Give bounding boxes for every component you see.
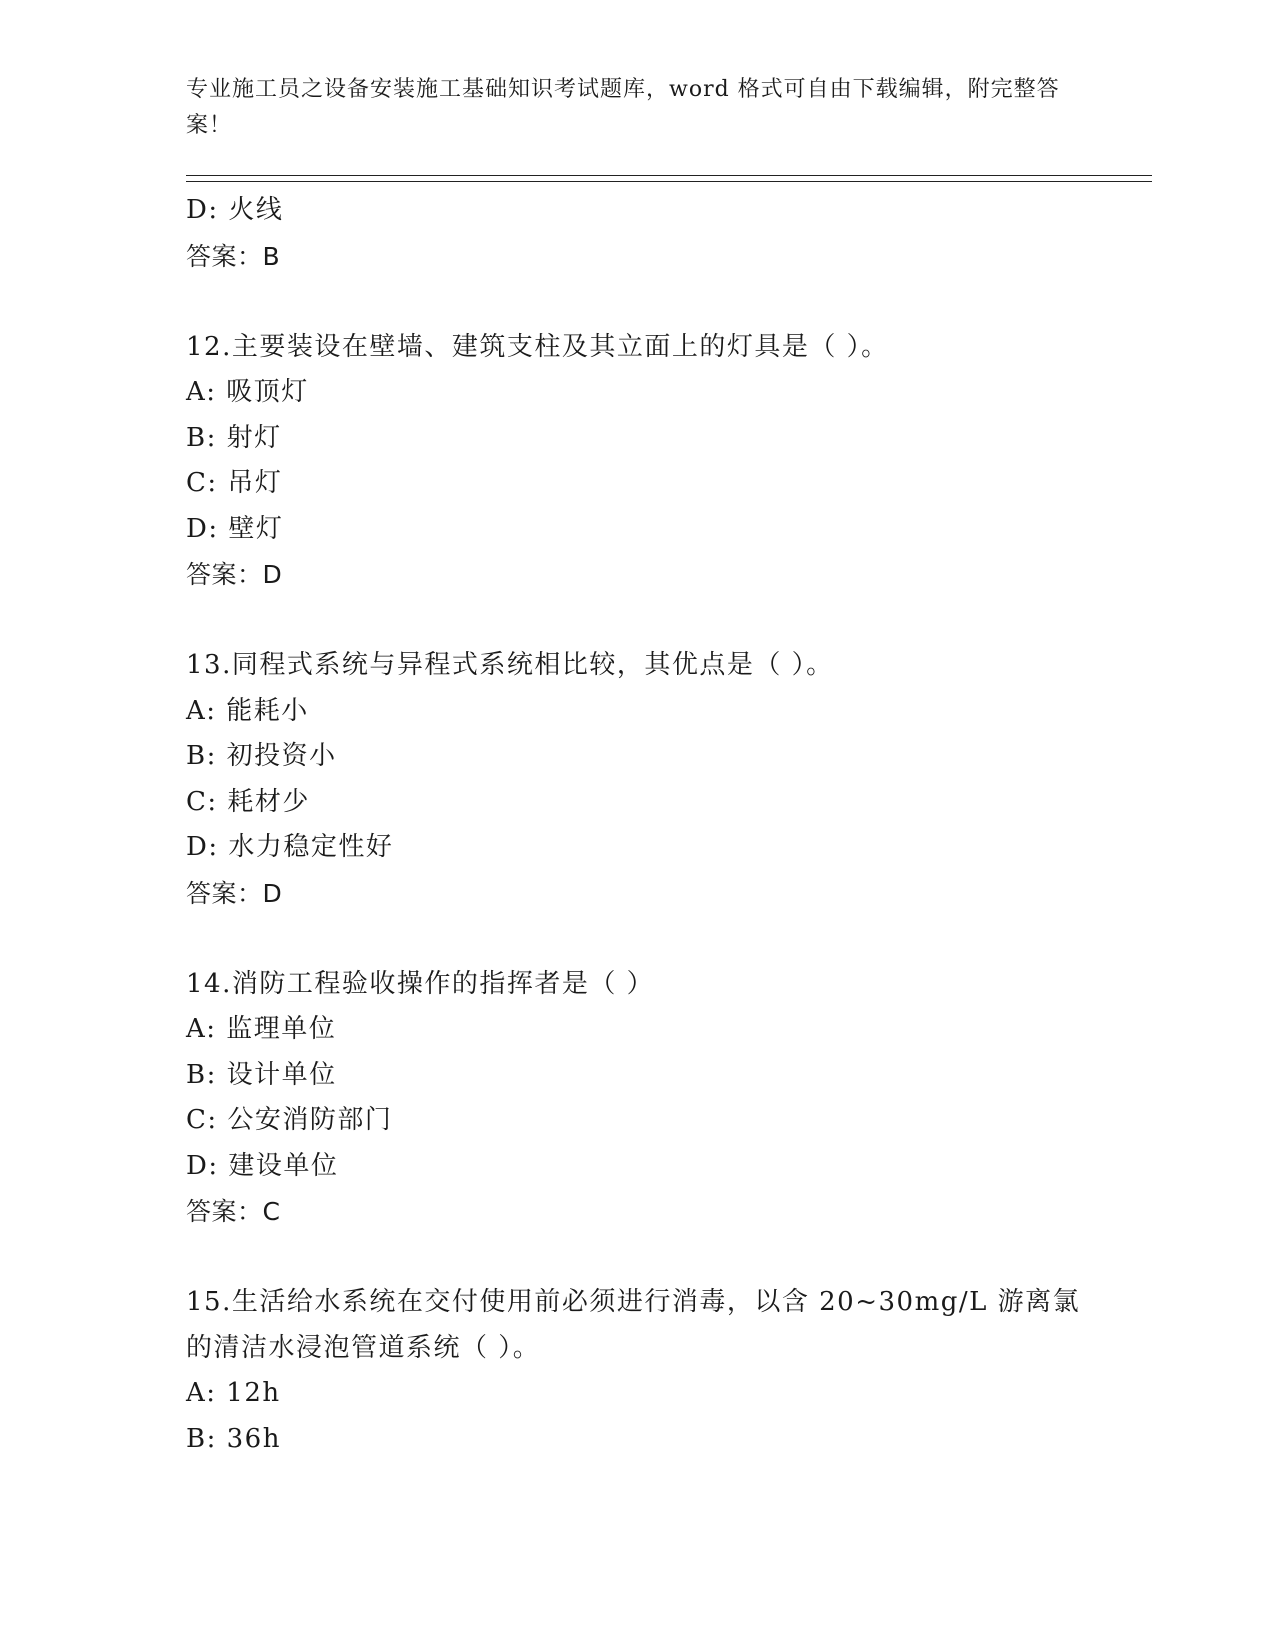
- option-c: C: 吊灯: [186, 468, 283, 498]
- spacer: [186, 916, 1086, 962]
- question-15: [186, 1280, 1086, 1462]
- option-d: D: 建设单位: [186, 1150, 339, 1181]
- question-stem: 14.消防工程验收操作的指挥者是（ ）: [186, 968, 655, 999]
- spacer: [186, 279, 1086, 325]
- question-list: [186, 188, 1086, 1462]
- option-d: D: 壁灯: [186, 513, 284, 544]
- option-b: B: 36h: [186, 1423, 281, 1454]
- answer-line: 答案：D: [186, 878, 283, 908]
- option-c: C: 耗材少: [186, 786, 310, 817]
- option-b: B: 射灯: [186, 422, 282, 453]
- option-d: D: 火线: [186, 195, 284, 225]
- answer-line: 答案：C: [186, 1197, 281, 1226]
- spacer: [186, 598, 1086, 644]
- question-stem-line-1: 15.生活给水系统在交付使用前必须进行消毒，以含 20~30mg/L 游离氯: [186, 1287, 1081, 1317]
- option-a: A: 监理单位: [186, 1014, 337, 1044]
- question-stem: 13.同程式系统与异程式系统相比较，其优点是（ ）。: [186, 650, 834, 680]
- question-13: [186, 643, 1086, 916]
- question-stem: 12.主要装设在壁墙、建筑支柱及其立面上的灯具是（ ）。: [186, 331, 889, 362]
- spacer: [186, 1235, 1086, 1281]
- header-divider-bottom: [186, 181, 1152, 182]
- option-b: B: 初投资小: [186, 741, 337, 771]
- option-b: B: 设计单位: [186, 1059, 337, 1090]
- option-a: A: 能耗小: [186, 695, 309, 726]
- question-12: [186, 325, 1086, 598]
- option-a: A: 12h: [186, 1378, 281, 1408]
- question-stem-line-2: 的清洁水浸泡管道系统（ ）。: [186, 1332, 541, 1363]
- option-d: D: 水力稳定性好: [186, 832, 394, 862]
- document-header: 专业施工员之设备安装施工基础知识考试题库，word 格式可自由下载编辑，附完整答案！: [186, 77, 1060, 138]
- header-divider-top: [186, 175, 1152, 176]
- option-a: A: 吸顶灯: [186, 377, 309, 407]
- question-14: [186, 962, 1086, 1235]
- answer-line: 答案：D: [186, 560, 283, 589]
- option-c: C: 公安消防部门: [186, 1105, 393, 1135]
- answer-line: 答案：B: [186, 241, 281, 271]
